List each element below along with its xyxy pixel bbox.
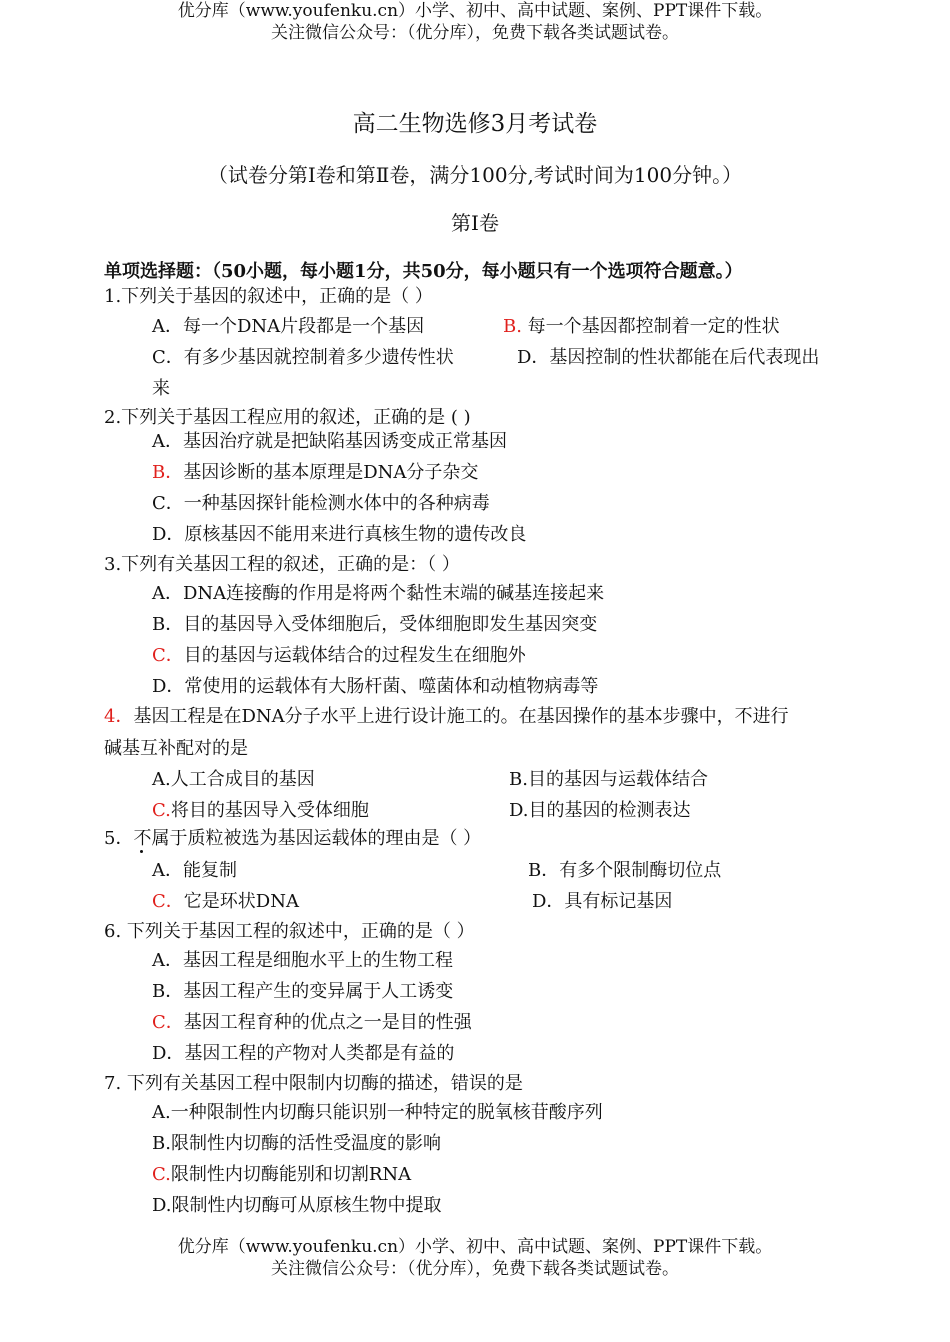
- footer-line-2: 关注微信公众号：（优分库），免费下载各类试题试卷。: [271, 1259, 679, 1279]
- q6-option-a: A．基因工程是细胞水平上的生物工程: [152, 950, 453, 971]
- q6-option-c-text: 基因工程育种的优点之一是目的性强: [183, 1012, 472, 1033]
- q2-option-b: [152, 460, 478, 486]
- q4-option-b: B.目的基因与运载体结合: [509, 769, 708, 790]
- q3-stem: 3.下列有关基因工程的叙述，正确的是：（ ）: [104, 554, 460, 575]
- page-header: [0, 0, 950, 44]
- q5-stem: 5．不属于质粒被选为基因运载体的理由是（ ）: [104, 828, 482, 849]
- part-heading: 第Ⅰ卷: [451, 211, 499, 235]
- q7-option-d: D.限制性内切酶可从原核生物中提取: [152, 1195, 442, 1216]
- q2-option-b-text: 基因诊断的基本原理是DNA分子杂交: [183, 462, 479, 483]
- q1-option-b: [503, 314, 780, 340]
- q7-stem: 7. 下列有关基因工程中限制内切酶的描述，错误的是: [104, 1073, 523, 1094]
- q7-option-c-text: 限制性内切酶能别和切割RNA: [170, 1164, 412, 1185]
- q2-option-c: C．一种基因探针能检测水体中的各种病毒: [152, 493, 490, 514]
- q1-option-b-text: 每一个基因都控制着一定的性状: [521, 316, 780, 337]
- q4-option-d: D.目的基因的检测表达: [509, 800, 691, 821]
- q6-option-b: B．基因工程产生的变异属于人工诱变: [152, 981, 454, 1002]
- q2-stem: 2.下列关于基因工程应用的叙述，正确的是 ( ): [104, 407, 471, 428]
- q3-option-c: [152, 643, 526, 669]
- section-heading: 单项选择题：（50小题，每小题1分，共50分，每小题只有一个选项符合题意。）: [104, 261, 743, 282]
- q4-option-c: [152, 798, 369, 824]
- q4-option-c-text: 将目的基因导入受体细胞: [170, 800, 369, 821]
- q1-option-d: D．基因控制的性状都能在后代表现出: [517, 347, 820, 368]
- q5-option-a: A．能复制: [152, 860, 237, 881]
- q4-answer-mark: C.: [152, 800, 171, 821]
- q5-option-c-text: 它是环状DNA: [183, 891, 299, 912]
- footer-line-1: 优分库（www.youfenku.cn）小学、初中、高中试题、案例、PPT课件下载。: [177, 1237, 773, 1257]
- q4-option-a: A.人工合成目的基因: [152, 769, 315, 790]
- q3-option-d: D．常使用的运载体有大肠杆菌、噬菌体和动植物病毒等: [152, 676, 599, 697]
- exam-title: 高二生物选修3月考试卷: [352, 111, 598, 137]
- q1-option-d-cont: 来: [152, 378, 170, 399]
- q3-answer-mark: C．: [152, 645, 184, 666]
- q5-option-b: B．有多个限制酶切位点: [528, 860, 722, 881]
- q4-stem-text: 基因工程是在DNA分子水平上进行设计施工的。在基因操作的基本步骤中，不进行: [133, 706, 789, 727]
- q3-option-a: A．DNA连接酶的作用是将两个黏性末端的碱基连接起来: [152, 583, 605, 604]
- q2-option-a: A．基因治疗就是把缺陷基因诱变成正常基因: [152, 431, 507, 452]
- q1-option-c: C．有多少基因就控制着多少遗传性状: [152, 347, 454, 368]
- q3-option-c-text: 目的基因与运载体结合的过程发生在细胞外: [183, 645, 526, 666]
- q5-option-d: D．具有标记基因: [532, 891, 673, 912]
- q7-option-c: [152, 1162, 411, 1188]
- q1-answer-mark: B.: [503, 316, 522, 337]
- q6-option-c: [152, 1010, 472, 1036]
- page-footer: [0, 1236, 950, 1280]
- q4-stem: [104, 704, 789, 730]
- exam-subtitle: （试卷分第Ⅰ卷和第Ⅱ卷，满分100分,考试时间为100分钟。）: [207, 163, 743, 187]
- header-line-2: 关注微信公众号：（优分库），免费下载各类试题试卷。: [271, 23, 679, 43]
- q4-number: 4．: [104, 706, 134, 727]
- q2-answer-mark: B．: [152, 462, 184, 483]
- q6-answer-mark: C．: [152, 1012, 184, 1033]
- q6-option-d: D．基因工程的产物对人类都是有益的: [152, 1043, 455, 1064]
- q4-stem-cont: 碱基互补配对的是: [104, 738, 248, 759]
- q7-option-b: B.限制性内切酶的活性受温度的影响: [152, 1133, 441, 1154]
- q1-stem: 1.下列关于基因的叙述中，正确的是（ ）: [104, 286, 433, 307]
- q3-option-b: B．目的基因导入受体细胞后，受体细胞即发生基因突变: [152, 614, 598, 635]
- q5-answer-mark: C．: [152, 891, 184, 912]
- emphasis-dot: [140, 850, 143, 853]
- q7-answer-mark: C.: [152, 1164, 171, 1185]
- q1-option-a: A．每一个DNA片段都是一个基因: [152, 316, 425, 337]
- q2-option-d: D．原核基因不能用来进行真核生物的遗传改良: [152, 524, 527, 545]
- q6-stem: 6. 下列关于基因工程的叙述中，正确的是（ ）: [104, 921, 475, 942]
- header-line-1: 优分库（www.youfenku.cn）小学、初中、高中试题、案例、PPT课件下载。: [177, 1, 773, 21]
- q7-option-a: A.一种限制性内切酶只能识别一种特定的脱氧核苷酸序列: [152, 1102, 603, 1123]
- q5-option-c: [152, 889, 299, 915]
